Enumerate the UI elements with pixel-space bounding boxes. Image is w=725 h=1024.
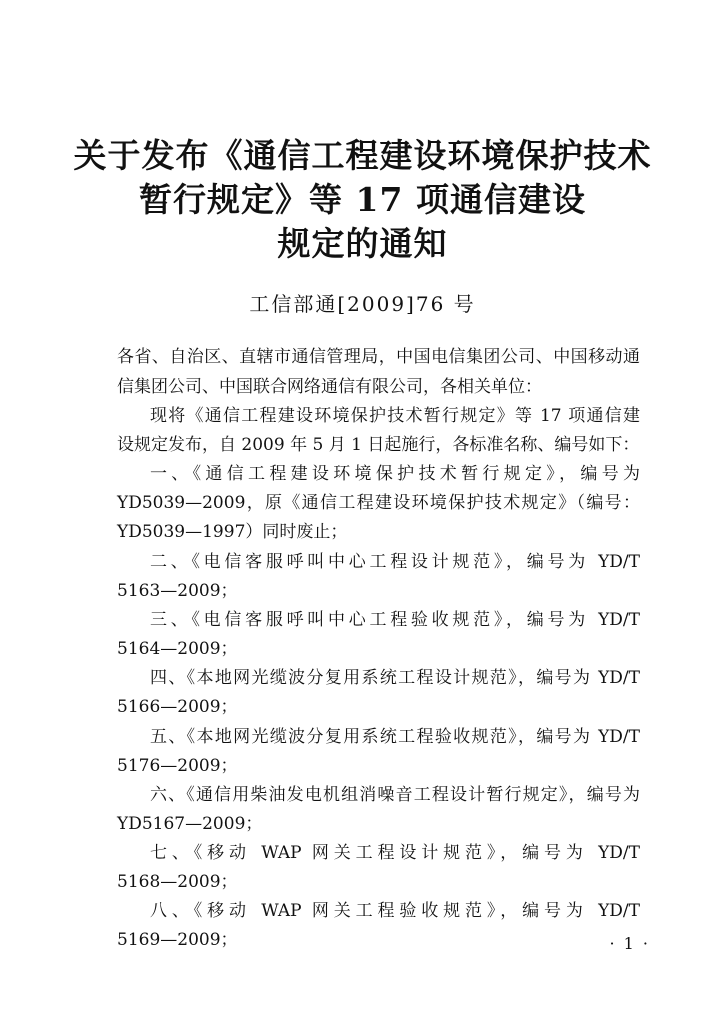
body-line-10: 三、《电信客服呼叫中心工程验收规范》，编号为 YD/T <box>150 610 640 630</box>
body-line-15: 5176—2009； <box>117 756 238 776</box>
document-number: 工信部通[2009]76 号 <box>249 292 476 316</box>
body-line-8: 二、《电信客服呼叫中心工程设计规范》，编号为 YD/T <box>150 552 640 572</box>
body-line-3: 现将《通信工程建设环境保护技术暂行规定》等 17 项通信建 <box>150 406 640 426</box>
body-line-1: 各省、自治区、直辖市通信管理局，中国电信集团公司、中国移动通 <box>117 347 640 367</box>
body-line-6: YD5039—2009，原《通信工程建设环境保护技术规定》（编号： <box>117 493 640 513</box>
body-line-2: 信集团公司、中国联合网络通信有限公司，各相关单位： <box>117 377 542 397</box>
body-line-5: 一、《通信工程建设环境保护技术暂行规定》，编号为 <box>150 464 640 484</box>
body-line-21: 5169—2009； <box>117 930 238 950</box>
body-line-20: 八、《移动 WAP 网关工程验收规范》，编号为 YD/T <box>150 901 640 921</box>
body-line-7: YD5039—1997）同时废止； <box>117 522 348 542</box>
body-line-4: 设规定发布，自 2009 年 5 月 1 日起施行，各标准名称、编号如下： <box>117 435 640 455</box>
body-line-12: 四、《本地网光缆波分复用系统工程设计规范》，编号为 YD/T <box>150 668 640 688</box>
body-line-14: 五、《本地网光缆波分复用系统工程验收规范》，编号为 YD/T <box>150 727 640 747</box>
body-line-17: YD5167—2009； <box>117 814 263 834</box>
body-line-18: 七、《移动 WAP 网关工程设计规范》，编号为 YD/T <box>150 843 640 863</box>
body-line-11: 5164—2009； <box>117 639 238 659</box>
title-line-1: 关于发布《通信工程建设环境保护技术 <box>73 136 652 175</box>
body-line-9: 5163—2009； <box>117 581 238 601</box>
title-line-2: 暂行规定》等 17 项通信建设 <box>139 180 586 219</box>
body-line-13: 5166—2009； <box>117 697 238 717</box>
title-line-3: 规定的通知 <box>277 224 448 263</box>
body-line-16: 六、《通信用柴油发电机组消噪音工程设计暂行规定》，编号为 <box>150 785 640 805</box>
page-number: · 1 · <box>609 934 650 953</box>
body-line-19: 5168—2009； <box>117 872 238 892</box>
